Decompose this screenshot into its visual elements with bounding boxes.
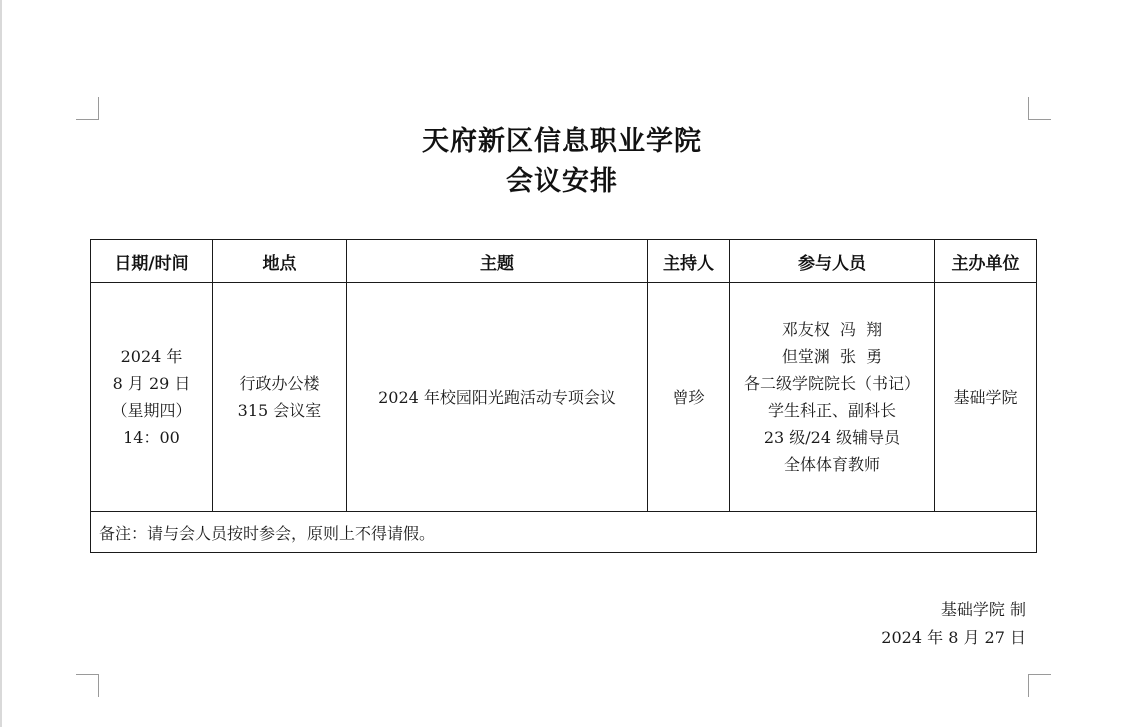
cell-location	[213, 283, 347, 512]
cell-datetime	[91, 283, 213, 512]
meeting-schedule-table	[90, 239, 1037, 553]
document-title: 天府新区信息职业学院	[422, 126, 702, 157]
issue-date: 2024 年 8 月 27 日	[881, 628, 1026, 647]
note-text: 备注：请与会人员按时参会，原则上不得请假。	[91, 512, 1037, 553]
cell-organizer: 基础学院	[935, 283, 1037, 512]
table-row	[91, 283, 1037, 512]
cell-topic: 2024 年校园阳光跑活动专项会议	[347, 283, 648, 512]
header-location: 地点	[213, 240, 347, 283]
page-edge	[0, 0, 2, 727]
date-year: 2024 年	[120, 347, 183, 366]
header-organizer: 主办单位	[935, 240, 1037, 283]
issuer-signature: 基础学院 制	[940, 600, 1026, 619]
location-room: 315 会议室	[237, 401, 322, 420]
participant-line: 但堂渊 张 勇	[781, 347, 883, 366]
crop-mark-bottom-right	[1028, 674, 1051, 697]
table-header-row	[91, 240, 1037, 283]
date-day: 8 月 29 日	[112, 374, 191, 393]
location-building: 行政办公楼	[239, 374, 320, 393]
date-weekday: （星期四）	[111, 401, 192, 420]
date-time: 14：00	[123, 428, 180, 447]
header-datetime: 日期/时间	[91, 240, 213, 283]
cell-participants	[730, 283, 935, 512]
participant-line: 全体体育教师	[783, 455, 880, 474]
participant-line: 各二级学院院长（书记）	[743, 374, 920, 393]
crop-mark-bottom-left	[76, 674, 99, 697]
participant-line: 邓友权 冯 翔	[781, 320, 883, 339]
table-note-row	[91, 512, 1037, 553]
header-topic: 主题	[347, 240, 648, 283]
document-subtitle: 会议安排	[506, 166, 618, 197]
header-participants: 参与人员	[730, 240, 935, 283]
crop-mark-top-left	[76, 97, 99, 120]
participant-line: 学生科正、副科长	[767, 401, 896, 420]
header-host: 主持人	[648, 240, 730, 283]
cell-host: 曾珍	[648, 283, 730, 512]
participant-line: 23 级/24 级辅导员	[763, 428, 901, 447]
crop-mark-top-right	[1028, 97, 1051, 120]
